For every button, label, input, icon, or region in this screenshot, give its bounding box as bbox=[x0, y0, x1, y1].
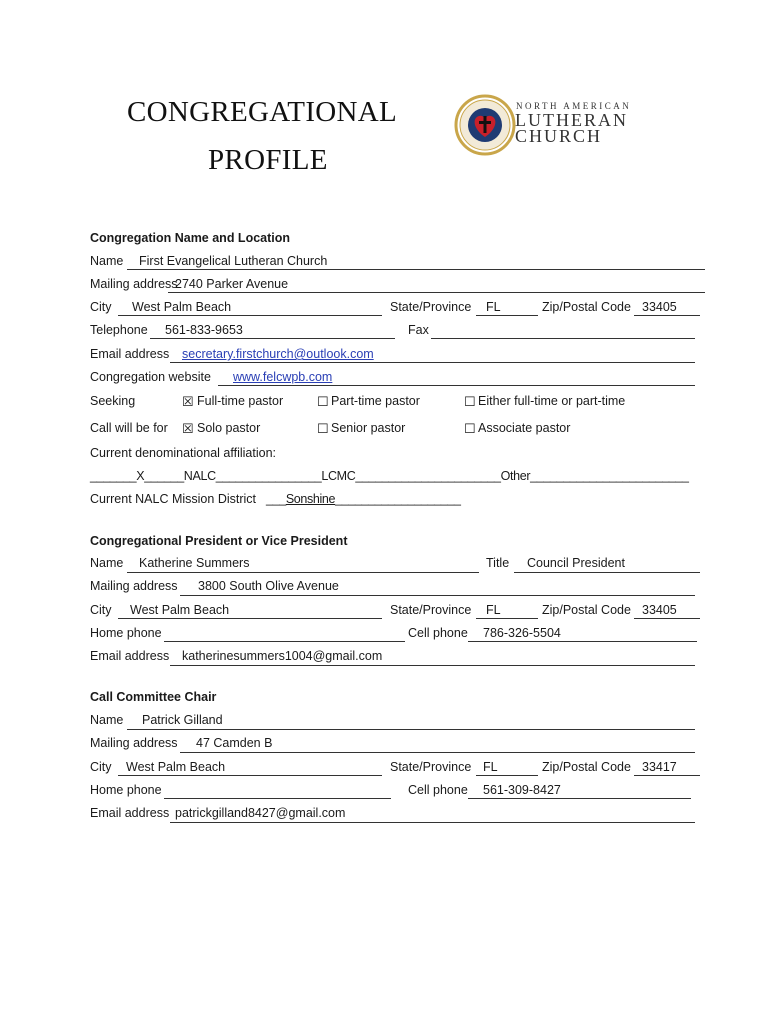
congregation-website-link[interactable]: www.felcwpb.com bbox=[233, 370, 333, 384]
president-mailing-value[interactable]: 3800 South Olive Avenue bbox=[198, 579, 339, 593]
mission-district-value: Sonshine bbox=[285, 492, 336, 506]
congregation-mailing-label: Mailing address bbox=[90, 277, 178, 291]
mission-district-prefix: ___ bbox=[266, 492, 286, 506]
call-option-label: Solo pastor bbox=[197, 421, 261, 435]
section-heading-committee: Call Committee Chair bbox=[90, 690, 217, 704]
mission-district-suffix: ___________________ bbox=[335, 492, 461, 506]
congregation-fax-line bbox=[431, 338, 695, 339]
president-title-label: Title bbox=[486, 556, 510, 570]
committee-email-label: Email address bbox=[90, 806, 170, 820]
committee-zip-value[interactable]: 33417 bbox=[642, 760, 677, 774]
committee-mailing-label: Mailing address bbox=[90, 736, 178, 750]
president-name-label: Name bbox=[90, 556, 124, 570]
president-cell-phone-line bbox=[468, 641, 697, 642]
congregation-telephone-value[interactable]: 561-833-9653 bbox=[165, 323, 243, 337]
committee-home-phone-line bbox=[164, 798, 391, 799]
congregation-name-label: Name bbox=[90, 254, 124, 268]
congregation-state-value[interactable]: FL bbox=[486, 300, 501, 314]
committee-name-value[interactable]: Patrick Gilland bbox=[142, 713, 223, 727]
page-title-line2: PROFILE bbox=[208, 144, 328, 176]
committee-email-line bbox=[170, 822, 695, 823]
president-zip-value[interactable]: 33405 bbox=[642, 603, 677, 617]
congregation-state-label: State/Province bbox=[390, 300, 472, 314]
president-cell-phone-label: Cell phone bbox=[408, 626, 468, 640]
page-title-line1: CONGREGATIONAL bbox=[127, 96, 398, 128]
committee-city-line bbox=[118, 775, 382, 776]
committee-state-label: State/Province bbox=[390, 760, 472, 774]
president-name-line bbox=[127, 572, 479, 573]
president-home-phone-label: Home phone bbox=[90, 626, 162, 640]
president-home-phone-line bbox=[164, 641, 405, 642]
congregation-email-link[interactable]: secretary.firstchurch@outlook.com bbox=[182, 347, 374, 361]
committee-zip-label: Zip/Postal Code bbox=[542, 760, 631, 774]
president-title-line bbox=[514, 572, 700, 573]
committee-name-label: Name bbox=[90, 713, 124, 727]
president-zip-line bbox=[634, 618, 700, 619]
president-cell-phone-value[interactable]: 786-326-5504 bbox=[483, 626, 561, 640]
congregation-telephone-label: Telephone bbox=[90, 323, 148, 337]
checkbox-checked-icon[interactable]: ☒ bbox=[182, 394, 194, 409]
congregation-telephone-line bbox=[150, 338, 395, 339]
congregation-city-line bbox=[118, 315, 382, 316]
call-option-label: Associate pastor bbox=[478, 421, 571, 435]
committee-cell-phone-line bbox=[468, 798, 691, 799]
president-mailing-line bbox=[180, 595, 695, 596]
seeking-option-label: Either full-time or part-time bbox=[478, 394, 626, 408]
committee-email-value[interactable]: patrickgilland8427@gmail.com bbox=[175, 806, 346, 820]
seeking-label: Seeking bbox=[90, 394, 136, 408]
congregation-city-label: City bbox=[90, 300, 112, 314]
congregation-email-line bbox=[170, 362, 695, 363]
president-name-value[interactable]: Katherine Summers bbox=[139, 556, 250, 570]
logo-text-north-american: NORTH AMERICAN bbox=[516, 101, 632, 111]
president-zip-label: Zip/Postal Code bbox=[542, 603, 631, 617]
checkbox-empty-icon[interactable]: ☐ bbox=[464, 394, 476, 409]
committee-zip-line bbox=[634, 775, 700, 776]
congregation-zip-label: Zip/Postal Code bbox=[542, 300, 631, 314]
affiliation-label: Current denominational affiliation: bbox=[90, 446, 276, 460]
congregation-mailing-line bbox=[168, 292, 705, 293]
congregation-mailing-value[interactable]: 2740 Parker Avenue bbox=[175, 277, 289, 291]
seeking-option-label: Full-time pastor bbox=[197, 394, 284, 408]
president-title-value[interactable]: Council President bbox=[527, 556, 625, 570]
committee-city-label: City bbox=[90, 760, 112, 774]
call-label: Call will be for bbox=[90, 421, 168, 435]
checkbox-checked-icon[interactable]: ☒ bbox=[182, 421, 194, 436]
checkbox-empty-icon[interactable]: ☐ bbox=[317, 421, 329, 436]
congregation-website-line bbox=[218, 385, 695, 386]
congregation-zip-line bbox=[634, 315, 700, 316]
president-city-label: City bbox=[90, 603, 112, 617]
checkbox-empty-icon[interactable]: ☐ bbox=[464, 421, 476, 436]
congregation-website-label: Congregation website bbox=[90, 370, 211, 384]
logo-text-lutheran: LUTHERAN bbox=[515, 110, 628, 130]
congregation-state-line bbox=[476, 315, 538, 316]
congregation-email-label: Email address bbox=[90, 347, 170, 361]
president-city-line bbox=[118, 618, 382, 619]
committee-mailing-value[interactable]: 47 Camden B bbox=[196, 736, 273, 750]
seeking-option-label: Part-time pastor bbox=[331, 394, 420, 408]
committee-state-line bbox=[476, 775, 538, 776]
congregation-fax-label: Fax bbox=[408, 323, 429, 337]
section-heading-president: Congregational President or Vice President bbox=[90, 534, 348, 548]
committee-name-line bbox=[127, 729, 695, 730]
mission-district-label: Current NALC Mission District bbox=[90, 492, 257, 506]
committee-mailing-line bbox=[180, 752, 695, 753]
congregation-zip-value[interactable]: 33405 bbox=[642, 300, 677, 314]
committee-state-value[interactable]: FL bbox=[483, 760, 498, 774]
logo-text-church: CHURCH bbox=[515, 126, 603, 146]
congregation-name-value[interactable]: First Evangelical Lutheran Church bbox=[139, 254, 328, 268]
checkbox-empty-icon[interactable]: ☐ bbox=[317, 394, 329, 409]
president-email-value[interactable]: katherinesummers1004@gmail.com bbox=[182, 649, 383, 663]
committee-home-phone-label: Home phone bbox=[90, 783, 162, 797]
committee-city-value[interactable]: West Palm Beach bbox=[126, 760, 226, 774]
president-mailing-label: Mailing address bbox=[90, 579, 178, 593]
president-state-value[interactable]: FL bbox=[486, 603, 501, 617]
committee-cell-phone-label: Cell phone bbox=[408, 783, 468, 797]
president-email-line bbox=[170, 665, 695, 666]
president-email-label: Email address bbox=[90, 649, 170, 663]
president-state-label: State/Province bbox=[390, 603, 472, 617]
congregation-name-line bbox=[127, 269, 705, 270]
call-option-label: Senior pastor bbox=[331, 421, 406, 435]
section-heading-congregation: Congregation Name and Location bbox=[90, 231, 291, 245]
committee-cell-phone-value[interactable]: 561-309-8427 bbox=[483, 783, 561, 797]
president-state-line bbox=[476, 618, 538, 619]
congregation-city-value[interactable]: West Palm Beach bbox=[132, 300, 232, 314]
affiliation-line[interactable]: _______X______NALC________________LCMC______________________Other________________________ bbox=[90, 469, 689, 483]
president-city-value[interactable]: West Palm Beach bbox=[130, 603, 230, 617]
mission-district-field[interactable] bbox=[266, 492, 461, 507]
